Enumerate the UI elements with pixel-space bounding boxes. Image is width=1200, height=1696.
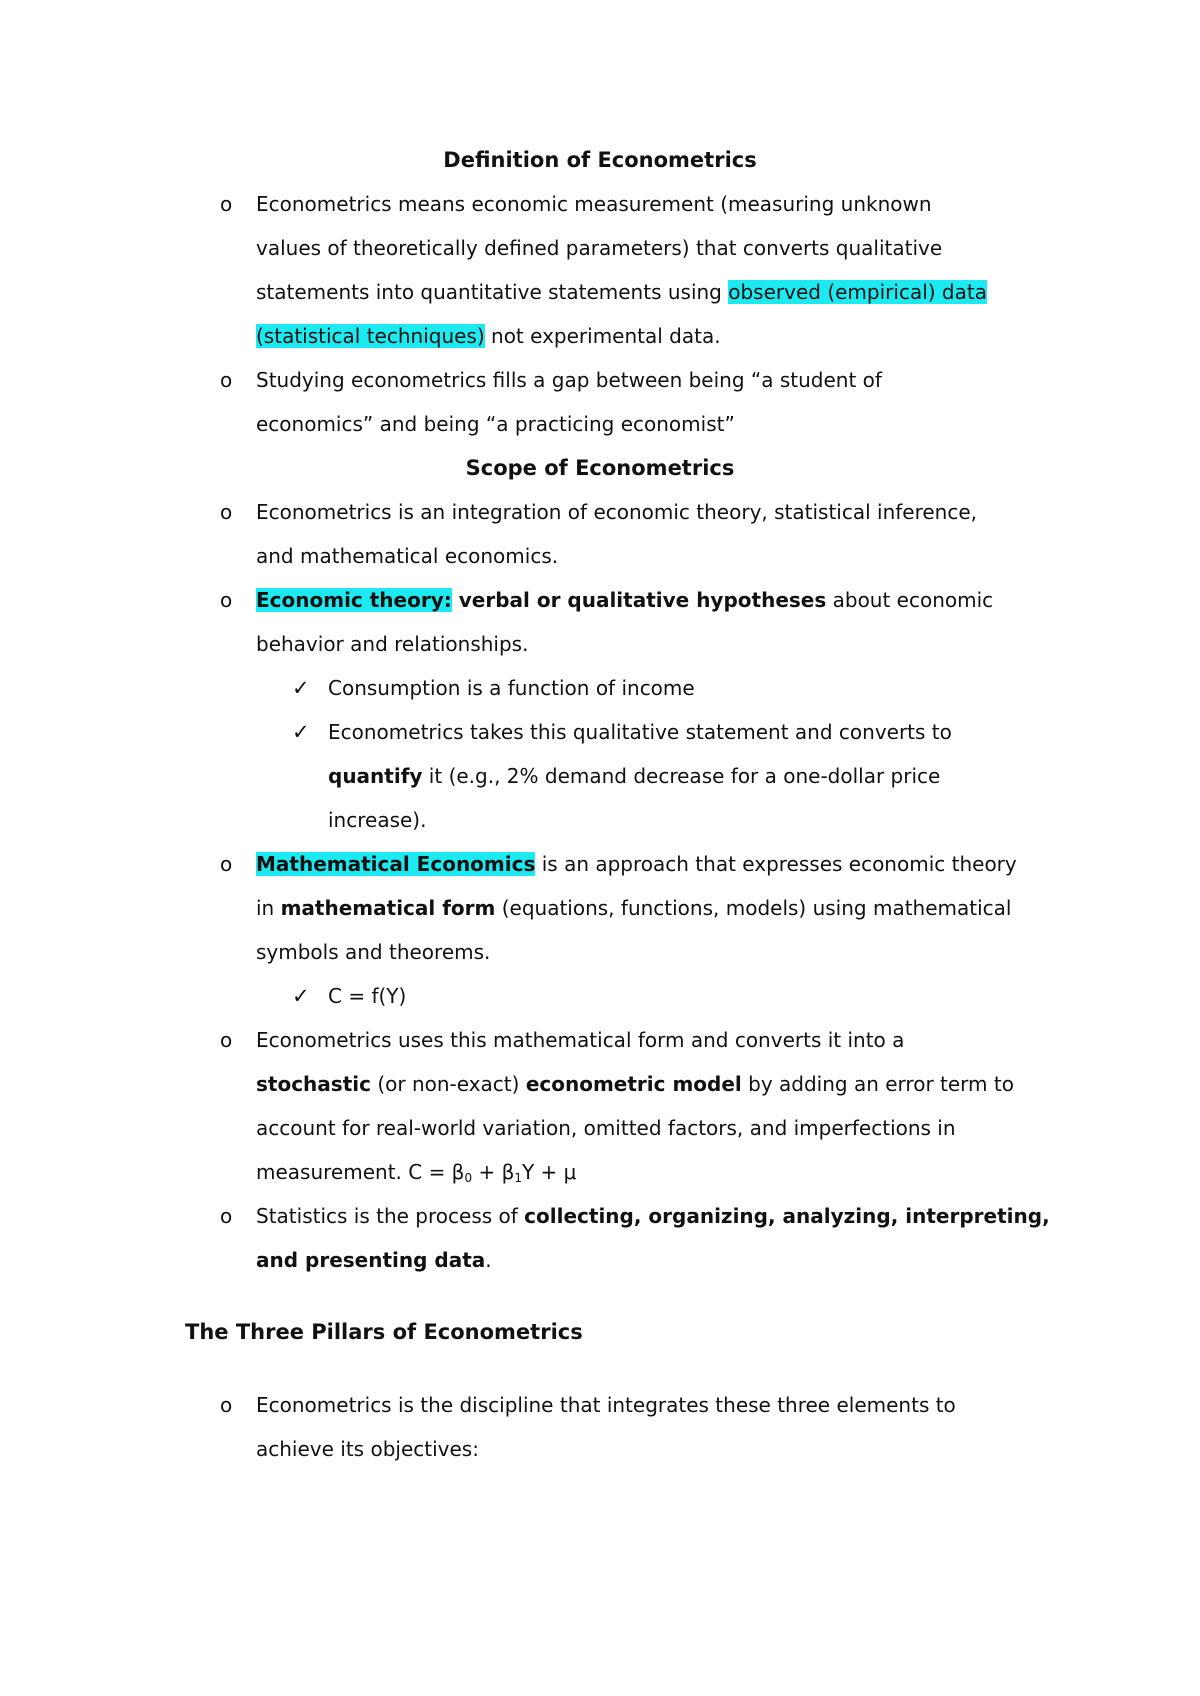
scope-text-line: behavior and relationships. bbox=[256, 632, 529, 656]
text-span: . bbox=[485, 1248, 492, 1272]
definition-text-line bbox=[256, 270, 987, 314]
bold-text: collecting, organizing, analyzing, interpreting, bbox=[524, 1204, 1050, 1228]
bullet-marker: o bbox=[220, 1393, 233, 1417]
scope-heading: Scope of Econometrics bbox=[465, 456, 735, 480]
bullet-marker: o bbox=[220, 852, 233, 876]
check-item: Econometrics takes this qualitative statement and converts to bbox=[328, 720, 952, 744]
bold-text: quantify bbox=[328, 764, 423, 788]
equation-line bbox=[256, 1150, 576, 1194]
definition-text-line: Studying econometrics fills a gap between being “a student of bbox=[256, 368, 882, 392]
text-span: + β bbox=[472, 1160, 515, 1184]
bullet-marker: o bbox=[220, 1028, 233, 1052]
bold-text: verbal or qualitative hypotheses bbox=[451, 588, 827, 612]
scope-text-line bbox=[256, 886, 1011, 930]
pillars-text-line: Econometrics is the discipline that integrates these three elements to bbox=[256, 1393, 956, 1417]
bullet-marker: o bbox=[220, 368, 233, 392]
check-item: Consumption is a function of income bbox=[328, 676, 695, 700]
scope-text-line bbox=[256, 1194, 1050, 1238]
highlighted-text: Economic theory: bbox=[256, 588, 452, 612]
highlighted-text: (statistical techniques) bbox=[256, 324, 485, 348]
definition-text-line: economics” and being “a practicing economist” bbox=[256, 412, 735, 436]
text-span: in bbox=[256, 896, 281, 920]
bold-text: econometric model bbox=[525, 1072, 742, 1096]
text-span: about economic bbox=[826, 588, 994, 612]
checkmark-icon: ✓ bbox=[292, 984, 310, 1008]
checkmark-icon: ✓ bbox=[292, 720, 310, 744]
scope-text-line bbox=[256, 842, 1017, 886]
bullet-marker: o bbox=[220, 1204, 233, 1228]
definition-text-line bbox=[256, 314, 721, 358]
scope-text-line: and mathematical economics. bbox=[256, 544, 559, 568]
scope-text-line: Econometrics is an integration of economic theory, statistical inference, bbox=[256, 500, 978, 524]
bold-text: and presenting data bbox=[256, 1248, 486, 1272]
bullet-marker: o bbox=[220, 588, 233, 612]
bold-text: mathematical form bbox=[280, 896, 496, 920]
highlighted-text: observed (empirical) data bbox=[728, 280, 987, 304]
scope-text-line: Econometrics uses this mathematical form and converts it into a bbox=[256, 1028, 905, 1052]
highlighted-text: Mathematical Economics bbox=[256, 852, 536, 876]
scope-text-line bbox=[256, 578, 993, 622]
scope-text-line: account for real-world variation, omitted factors, and imperfections in bbox=[256, 1116, 956, 1140]
pillars-heading: The Three Pillars of Econometrics bbox=[185, 1320, 583, 1344]
text-span: (or non-exact) bbox=[370, 1072, 526, 1096]
definition-heading: Definition of Econometrics bbox=[443, 148, 757, 172]
check-item bbox=[328, 754, 940, 798]
text-span: is an approach that expresses economic theory bbox=[535, 852, 1017, 876]
text-span: by adding an error term to bbox=[741, 1072, 1014, 1096]
text-span: not experimental data. bbox=[484, 324, 721, 348]
check-item: increase). bbox=[328, 808, 427, 832]
definition-text-line: Econometrics means economic measurement (measuring unknown bbox=[256, 192, 932, 216]
text-span: Statistics is the process of bbox=[256, 1204, 525, 1228]
text-span: (equations, functions, models) using mathematical bbox=[495, 896, 1012, 920]
scope-text-line bbox=[256, 1238, 492, 1282]
text-span: statements into quantitative statements using bbox=[256, 280, 729, 304]
checkmark-icon: ✓ bbox=[292, 676, 310, 700]
scope-text-line: symbols and theorems. bbox=[256, 940, 491, 964]
bullet-marker: o bbox=[220, 192, 233, 216]
subscript: 0 bbox=[464, 1171, 473, 1185]
check-item: C = f(Y) bbox=[328, 984, 407, 1008]
text-span: Y + μ bbox=[521, 1160, 577, 1184]
bold-text: stochastic bbox=[256, 1072, 371, 1096]
scope-text-line bbox=[256, 1062, 1014, 1106]
text-span: measurement. C = β bbox=[256, 1160, 465, 1184]
pillars-text-line: achieve its objectives: bbox=[256, 1437, 479, 1461]
subscript: 1 bbox=[514, 1171, 522, 1185]
text-span: it (e.g., 2% demand decrease for a one-dollar price bbox=[422, 764, 941, 788]
definition-text-line: values of theoretically defined parameters) that converts qualitative bbox=[256, 236, 943, 260]
bullet-marker: o bbox=[220, 500, 233, 524]
